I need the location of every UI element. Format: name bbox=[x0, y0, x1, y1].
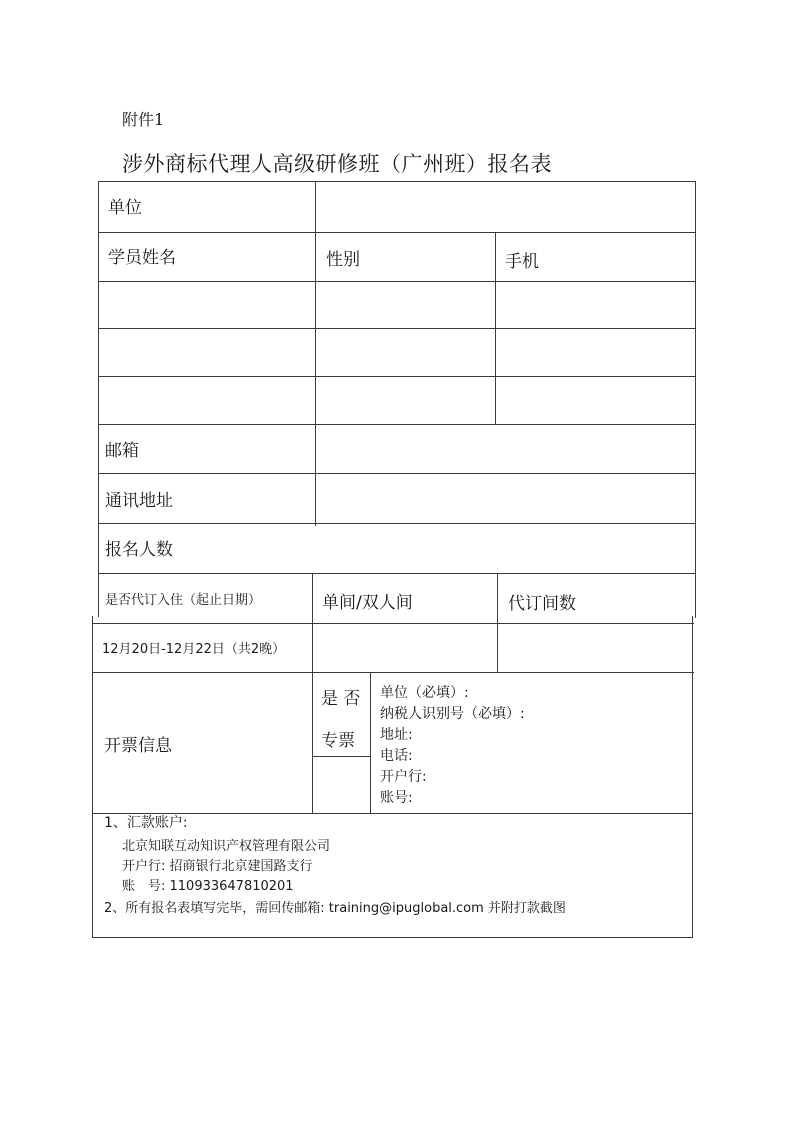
email-label: 邮箱 bbox=[105, 441, 139, 461]
invoice-field: 地址: bbox=[380, 727, 413, 743]
table-border bbox=[92, 937, 693, 938]
student-name-input[interactable] bbox=[99, 377, 315, 424]
phone-input[interactable] bbox=[496, 282, 695, 328]
count-input[interactable] bbox=[316, 524, 695, 573]
email-input[interactable] bbox=[316, 425, 695, 473]
invoice-field: 账号: bbox=[380, 790, 413, 806]
room-count-label: 代订间数 bbox=[508, 594, 576, 614]
address-input[interactable] bbox=[316, 474, 695, 523]
address-label: 通讯地址 bbox=[105, 491, 173, 511]
phone-label: 手机 bbox=[505, 252, 539, 272]
invoice-field: 电话: bbox=[380, 748, 413, 764]
table-border bbox=[92, 616, 93, 938]
payee-company: 北京知联互动知识产权管理有限公司 bbox=[122, 839, 331, 854]
unit-label: 单位 bbox=[108, 198, 142, 218]
special-invoice-checkbox[interactable] bbox=[313, 757, 370, 813]
phone-input[interactable] bbox=[496, 329, 695, 376]
count-label: 报名人数 bbox=[105, 540, 173, 560]
payee-bank: 开户行: 招商银行北京建国路支行 bbox=[122, 859, 313, 874]
dates-label: 12月20日-12月22日（共2晚） bbox=[102, 642, 286, 657]
student-name-label: 学员姓名 bbox=[108, 248, 176, 268]
special-invoice-label: 专票 bbox=[321, 731, 355, 751]
gender-input[interactable] bbox=[316, 329, 495, 376]
room-count-input[interactable] bbox=[498, 624, 693, 672]
student-name-input[interactable] bbox=[99, 282, 315, 328]
invoice-field: 纳税人识别号（必填）: bbox=[380, 706, 525, 722]
col-divider bbox=[370, 672, 371, 813]
lodging-label: 是否代订入住（起止日期） bbox=[105, 593, 262, 608]
yes-no-label: 是 否 bbox=[321, 689, 361, 709]
invoice-field: 单位（必填）: bbox=[380, 685, 469, 701]
gender-input[interactable] bbox=[316, 377, 495, 424]
payment-account-heading: 1、汇款账户: bbox=[104, 815, 188, 831]
phone-input[interactable] bbox=[496, 377, 695, 424]
row-divider bbox=[98, 232, 696, 233]
invoice-field: 开户行: bbox=[380, 769, 427, 785]
invoice-label: 开票信息 bbox=[104, 736, 172, 756]
unit-input[interactable] bbox=[316, 182, 695, 232]
payee-account: 账 号: 110933647810201 bbox=[122, 879, 294, 894]
attachment-label: 附件1 bbox=[122, 110, 165, 129]
gender-label: 性别 bbox=[326, 250, 360, 270]
row-divider bbox=[92, 672, 694, 673]
invoice-fields bbox=[380, 683, 525, 809]
row-divider bbox=[98, 573, 696, 574]
student-name-input[interactable] bbox=[99, 329, 315, 376]
gender-input[interactable] bbox=[316, 282, 495, 328]
room-type-input[interactable] bbox=[313, 624, 497, 672]
room-type-label: 单间/双人间 bbox=[322, 593, 413, 613]
submission-note: 2、所有报名表填写完毕，需回传邮箱: training@ipuglobal.com 并附打款截图 bbox=[104, 901, 566, 916]
table-border bbox=[695, 181, 696, 618]
form-title: 涉外商标代理人高级研修班（广州班）报名表 bbox=[122, 152, 552, 176]
